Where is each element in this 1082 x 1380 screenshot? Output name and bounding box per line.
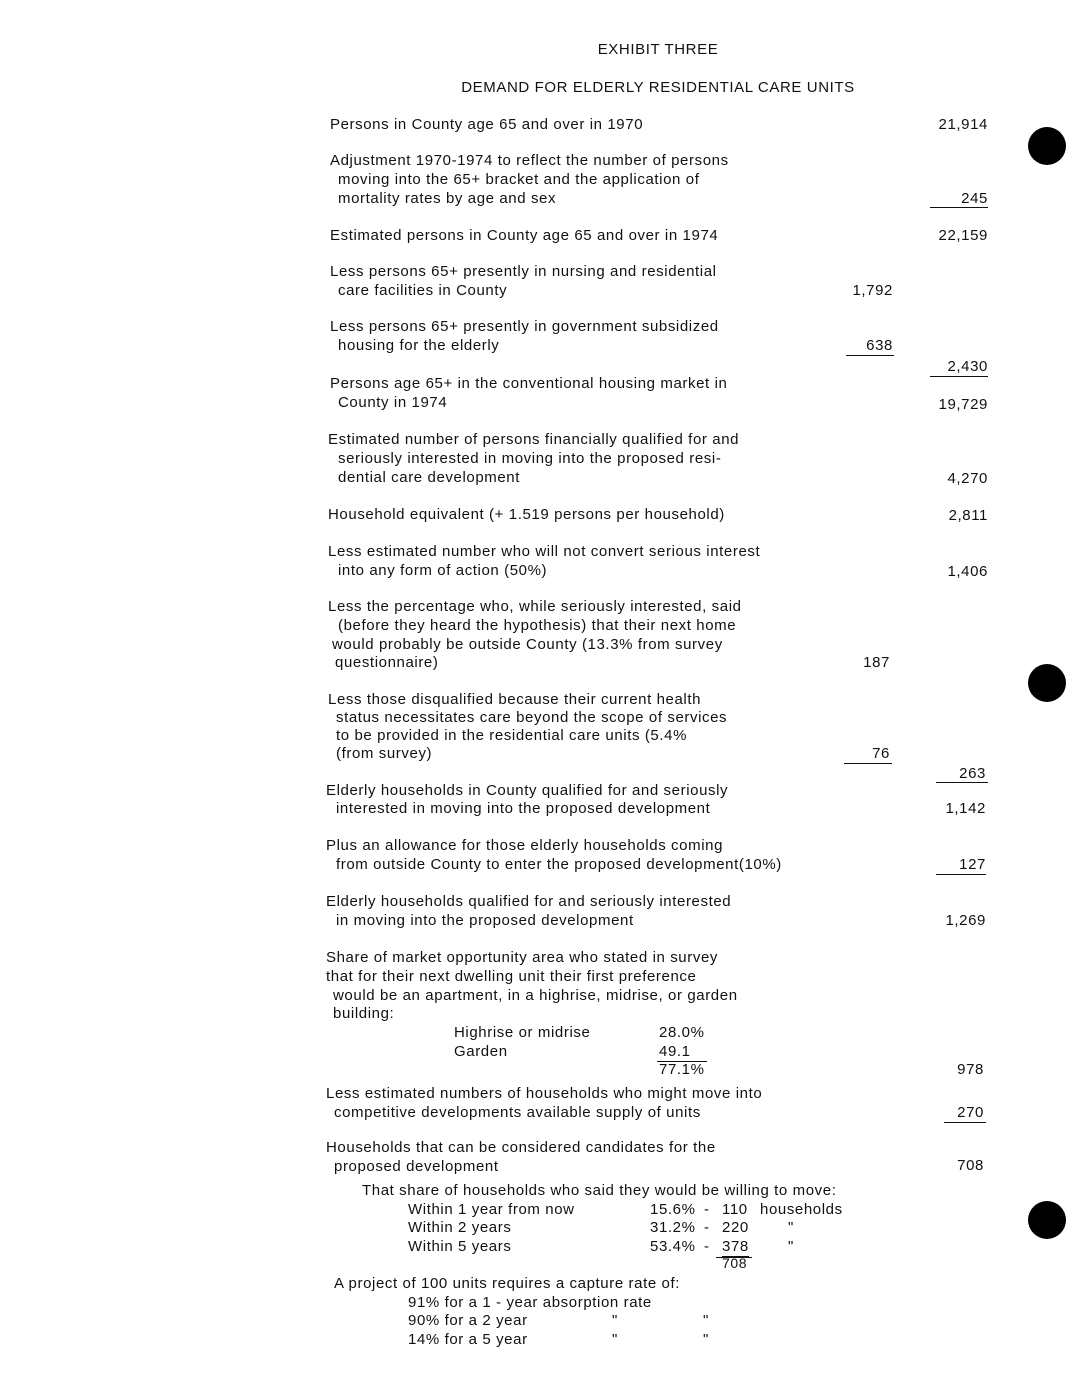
row-4-sub: 1,792	[852, 282, 893, 299]
willing-3-count: 378	[722, 1238, 749, 1255]
willing-1-pct: 15.6%	[650, 1201, 696, 1218]
row-11-line-4: (from survey)	[336, 745, 433, 762]
breakdown-value-highrise: 28.0%	[659, 1024, 705, 1041]
capture-1-text: 91% for a 1 - year absorption rate	[408, 1294, 652, 1311]
row-7-line-2: seriously interested in moving into the proposed resi-	[338, 450, 722, 467]
row-3-total: 22,159	[938, 227, 988, 244]
row-2-line-2: moving into the 65+ bracket and the application of	[338, 171, 700, 188]
row-2-underline	[930, 207, 988, 208]
willing-intro: That share of households who said they would be willing to move:	[362, 1182, 837, 1199]
row-5-subtotal-underline	[930, 376, 988, 377]
capture-2-ditto-1: "	[612, 1312, 618, 1329]
row-16-line-1: Less estimated numbers of households who might move into	[326, 1085, 763, 1102]
row-5-line-1: Less persons 65+ presently in government subsidized	[330, 318, 719, 335]
row-11-line-1: Less those disqualified because their current health	[328, 691, 702, 708]
row-10-line-3: would probably be outside County (13.3% from survey	[332, 636, 723, 653]
row-10-sub: 187	[863, 654, 890, 671]
willing-3-pct: 53.4%	[650, 1238, 696, 1255]
binder-hole-bottom	[1028, 1201, 1066, 1239]
breakdown-label-highrise: Highrise or midrise	[454, 1024, 591, 1041]
row-17-line-2: proposed development	[334, 1158, 499, 1175]
row-16-line-2: competitive developments available supply of units	[334, 1104, 701, 1121]
capture-3-ditto-1: "	[612, 1331, 618, 1348]
row-14-line-2: in moving into the proposed development	[336, 912, 634, 929]
row-15-total: 978	[957, 1061, 984, 1078]
row-17-total: 708	[957, 1157, 984, 1174]
capture-intro: A project of 100 units requires a capture rate of:	[334, 1275, 681, 1292]
willing-3-label: Within 5 years	[408, 1238, 512, 1255]
capture-3-ditto-2: "	[703, 1331, 709, 1348]
willing-total-overline	[716, 1257, 752, 1258]
row-11-line-3: to be provided in the residential care units (5.4%	[336, 727, 688, 744]
breakdown-label-garden: Garden	[454, 1043, 508, 1060]
row-15-line-1: Share of market opportunity area who stated in survey	[326, 949, 718, 966]
row-11-subtotal-underline	[936, 782, 988, 783]
row-3-line-1: Estimated persons in County age 65 and over in 1974	[330, 227, 719, 244]
row-15-line-4: building:	[333, 1005, 395, 1022]
capture-3-text: 14% for a 5 year	[408, 1331, 528, 1348]
row-14-total: 1,269	[945, 912, 986, 929]
willing-total: 708	[722, 1255, 748, 1271]
row-9-total: 1,406	[947, 563, 988, 580]
willing-2-count: 220	[722, 1219, 749, 1236]
row-11-line-2: status necessitates care beyond the scope of services	[336, 709, 728, 726]
breakdown-total-overline	[657, 1061, 707, 1062]
row-9-line-1: Less estimated number who will not convert serious interest	[328, 543, 761, 560]
willing-2-label: Within 2 years	[408, 1219, 512, 1236]
row-11-subtotal: 263	[959, 765, 986, 782]
willing-3-dash: -	[704, 1238, 710, 1255]
row-10-line-2: (before they heard the hypothesis) that their next home	[338, 617, 737, 634]
breakdown-value-garden: 49.1	[659, 1043, 691, 1060]
row-2-total: 245	[961, 190, 988, 207]
row-5-subtotal: 2,430	[947, 358, 988, 375]
row-4-line-1: Less persons 65+ presently in nursing and residential	[330, 263, 717, 280]
willing-2-pct: 31.2%	[650, 1219, 696, 1236]
row-8-line-1: Household equivalent (+ 1.519 persons per household)	[328, 506, 725, 523]
row-4-line-2: care facilities in County	[338, 282, 508, 299]
row-12-total: 1,142	[945, 800, 986, 817]
row-8-total: 2,811	[948, 507, 988, 524]
row-5-line-2: housing for the elderly	[338, 337, 500, 354]
row-13-line-2: from outside County to enter the proposed development(10%)	[336, 856, 782, 873]
row-1-total: 21,914	[938, 116, 988, 133]
capture-2-text: 90% for a 2 year	[408, 1312, 528, 1329]
row-12-line-1: Elderly households in County qualified for and seriously	[326, 782, 729, 799]
binder-hole-top	[1028, 127, 1066, 165]
willing-1-unit: households	[760, 1201, 843, 1218]
row-7-line-1: Estimated number of persons financially qualified for and	[328, 431, 740, 448]
row-16-underline	[944, 1122, 986, 1123]
row-12-line-2: interested in moving into the proposed development	[336, 800, 711, 817]
row-7-line-3: dential care development	[338, 469, 521, 486]
willing-1-dash: -	[704, 1201, 710, 1218]
row-16-total: 270	[957, 1104, 984, 1121]
row-13-line-1: Plus an allowance for those elderly households coming	[326, 837, 724, 854]
row-2-line-1: Adjustment 1970-1974 to reflect the number of persons	[330, 152, 729, 169]
row-6-line-1: Persons age 65+ in the conventional housing market in	[330, 375, 728, 392]
row-11-sub-underline	[844, 763, 892, 764]
row-10-line-1: Less the percentage who, while seriously interested, said	[328, 598, 742, 615]
capture-2-ditto-2: "	[703, 1312, 709, 1329]
row-14-line-1: Elderly households qualified for and seriously interested	[326, 893, 732, 910]
row-15-line-3: would be an apartment, in a highrise, midrise, or garden	[333, 987, 738, 1004]
binder-hole-middle	[1028, 664, 1066, 702]
row-13-underline	[936, 874, 986, 875]
row-11-sub: 76	[872, 745, 890, 762]
willing-2-dash: -	[704, 1219, 710, 1236]
row-15-line-2: that for their next dwelling unit their first preference	[326, 968, 697, 985]
exhibit-label: EXHIBIT THREE	[597, 41, 719, 58]
row-10-line-4: questionnaire)	[335, 654, 439, 671]
row-17-line-1: Households that can be considered candidates for the	[326, 1139, 716, 1156]
row-6-line-2: County in 1974	[338, 394, 448, 411]
row-2-line-3: mortality rates by age and sex	[338, 190, 557, 207]
willing-2-ditto: "	[788, 1219, 794, 1236]
row-5-sub-underline	[846, 355, 894, 356]
row-9-line-2: into any form of action (50%)	[338, 562, 548, 579]
page-title: DEMAND FOR ELDERLY RESIDENTIAL CARE UNITS	[461, 79, 855, 96]
willing-1-label: Within 1 year from now	[408, 1201, 575, 1218]
row-1-line-1: Persons in County age 65 and over in 1970	[330, 116, 644, 133]
willing-1-count: 110	[722, 1201, 748, 1218]
willing-3-ditto: "	[788, 1238, 794, 1255]
row-13-total: 127	[959, 856, 986, 873]
row-6-total: 19,729	[938, 396, 988, 413]
row-7-total: 4,270	[947, 470, 988, 487]
row-5-sub: 638	[866, 337, 893, 354]
breakdown-total: 77.1%	[659, 1061, 705, 1078]
